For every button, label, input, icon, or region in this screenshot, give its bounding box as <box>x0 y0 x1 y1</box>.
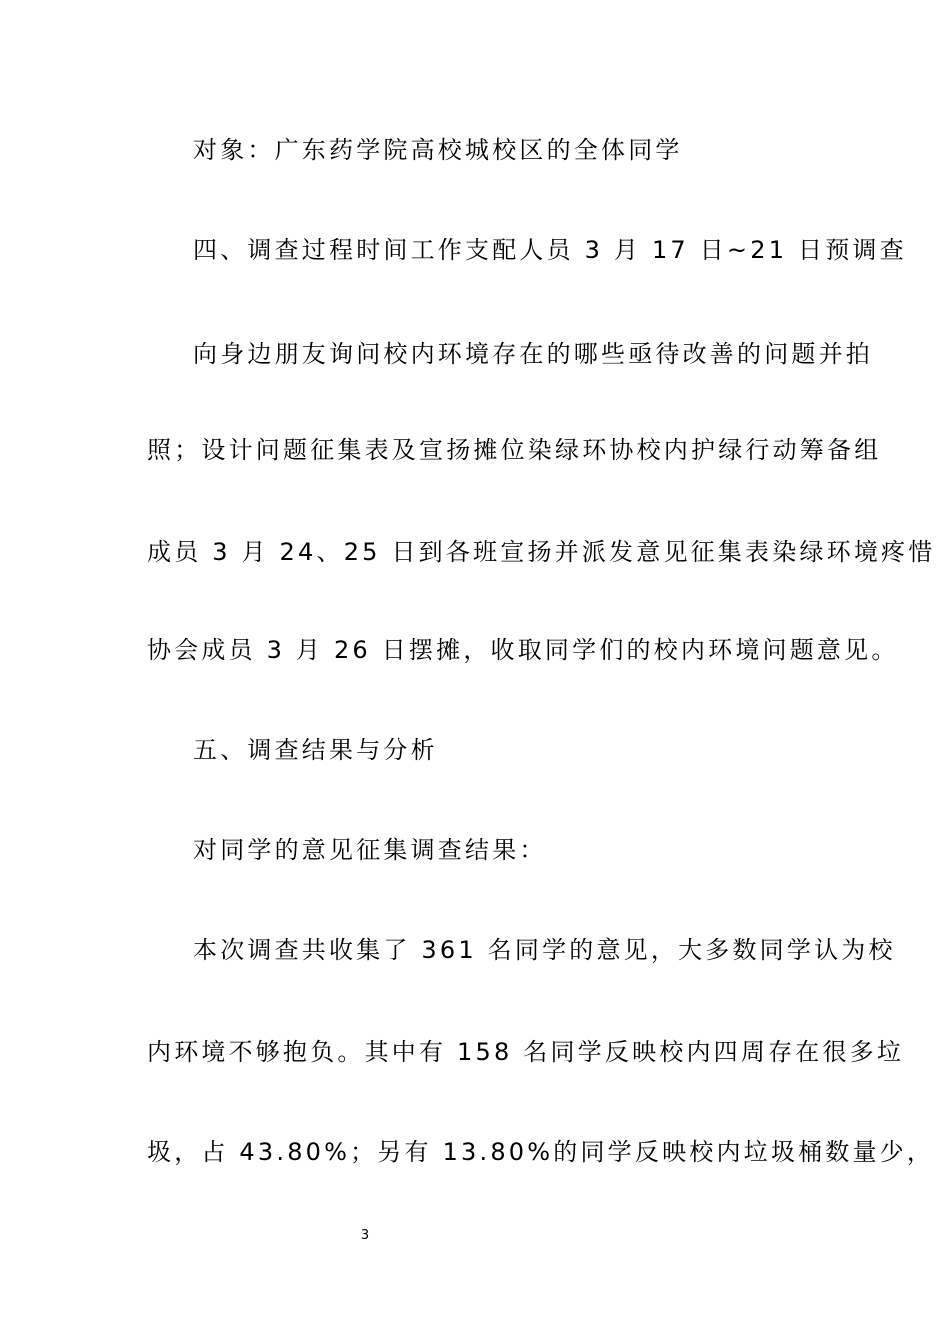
paragraph-line-survey-target: 对象：广东药学院高校城校区的全体同学 <box>193 136 683 164</box>
paragraph-line: 成员 3 月 24、25 日到各班宣扬并派发意见征集表染绿环境疼惜 <box>147 538 936 566</box>
paragraph-line: 对同学的意见征集调查结果： <box>193 836 547 864</box>
paragraph-line: 本次调查共收集了 361 名同学的意见，大多数同学认为校 <box>193 936 896 964</box>
paragraph-line: 圾，占 43.80%；另有 13.80%的同学反映校内垃圾桶数量少， <box>147 1138 935 1166</box>
paragraph-line: 向身边朋友询问校内环境存在的哪些亟待改善的问题并拍 <box>193 340 873 368</box>
paragraph-line: 照；设计问题征集表及宣扬摊位染绿环协校内护绿行动筹备组 <box>147 436 882 464</box>
section-heading-results-analysis: 五、调查结果与分析 <box>193 736 438 764</box>
section-heading-survey-process: 四、调查过程时间工作支配人员 3 月 17 日~21 日预调查 <box>193 236 907 264</box>
paragraph-line: 协会成员 3 月 26 日摆摊，收取同学们的校内环境问题意见。 <box>147 636 899 664</box>
paragraph-line: 内环境不够抱负。其中有 158 名同学反映校内四周存在很多垃 <box>147 1038 905 1066</box>
page-number: 3 <box>360 1228 370 1243</box>
